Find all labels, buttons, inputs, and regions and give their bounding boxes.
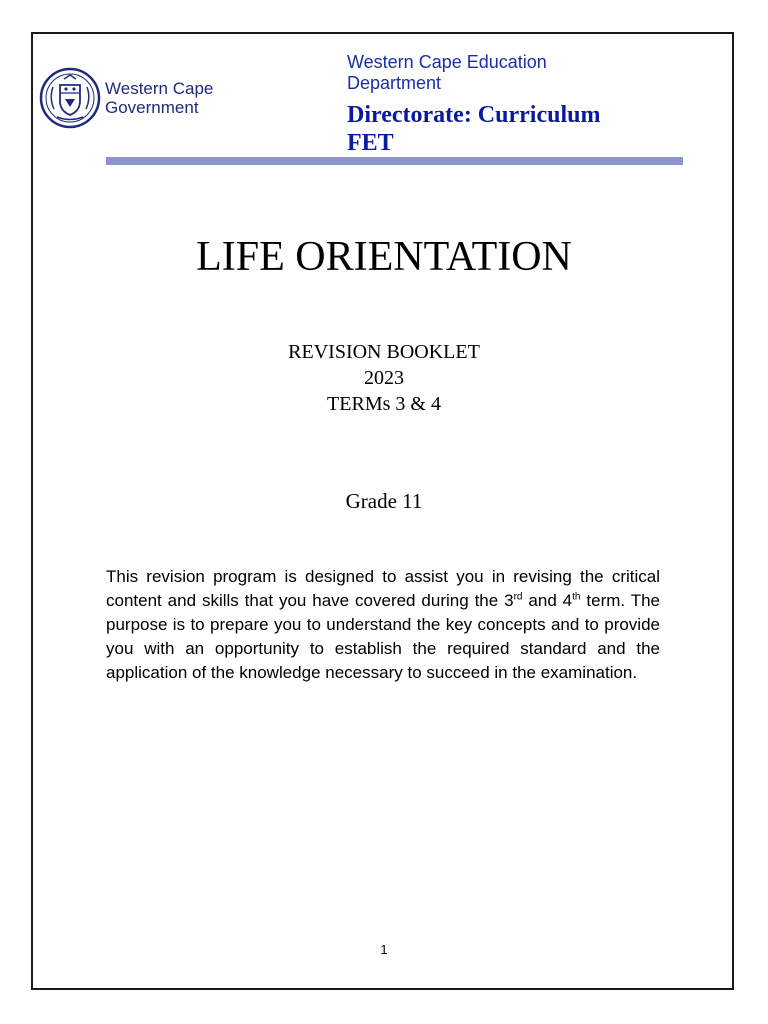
grade-label: Grade 11 [345, 489, 423, 513]
intro-part-2: and 4 [522, 591, 573, 610]
logo-line-2: Government [105, 98, 199, 117]
intro-part-3: term. The purpose is to prepare you to understand the key concepts and to provide you with an opportunity to establish the required standard and the application of the knowledge necessary to succeed in the examination. [106, 591, 661, 682]
document-title: LIFE ORIENTATION [196, 234, 572, 280]
logo-line-1: Western Cape [105, 79, 214, 98]
department-line-2: Department [347, 73, 442, 93]
subtitle-terms: TERMs 3 & 4 [327, 393, 441, 415]
directorate-name [347, 101, 647, 157]
page-number: 1 [380, 942, 388, 957]
intro-part-1: This revision program is designed to assist you in revising the critical content and skills that you have covered during the 3 [106, 567, 660, 610]
logo-text [105, 79, 213, 117]
department-name [347, 52, 547, 94]
intro-sup-1: rd [513, 591, 523, 603]
document-subtitle [0, 339, 768, 417]
intro-sup-2: th [572, 591, 581, 603]
subtitle-line-1: REVISION BOOKLET [288, 341, 480, 363]
intro-paragraph [106, 565, 660, 685]
department-line-1: Western Cape Education [347, 52, 547, 72]
directorate-line-2: FET [347, 130, 394, 156]
directorate-line-1: Directorate: Curriculum [347, 102, 601, 128]
coat-of-arms-icon [39, 67, 101, 129]
subtitle-year: 2023 [364, 367, 404, 389]
header-divider [106, 157, 683, 165]
government-logo [39, 67, 213, 129]
